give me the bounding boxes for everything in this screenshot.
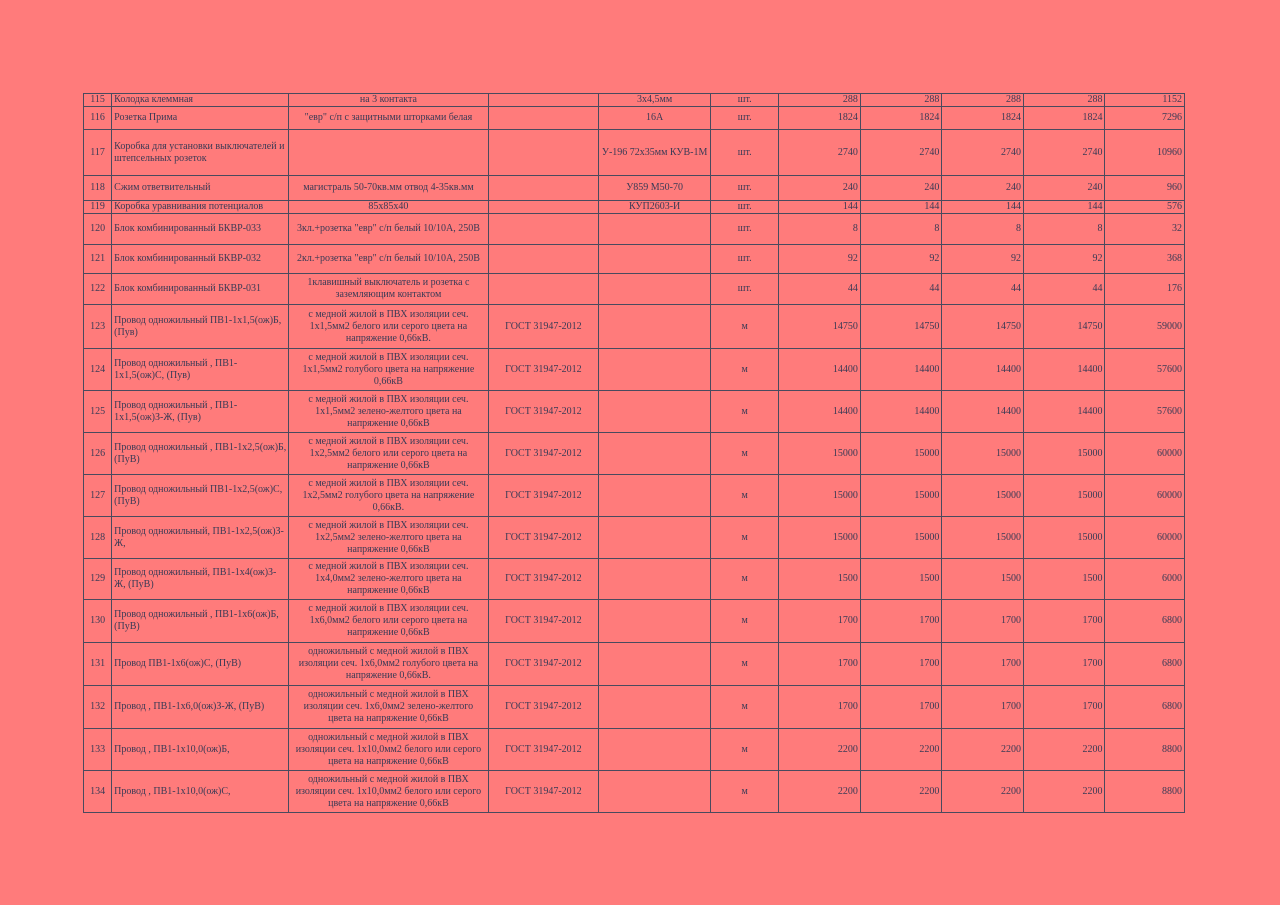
- item-quantity-1: 15000: [779, 475, 861, 517]
- item-total: 6800: [1105, 686, 1185, 729]
- item-quantity-1: 2200: [779, 729, 861, 771]
- item-type: [599, 729, 711, 771]
- table-row: [84, 94, 1185, 107]
- item-quantity-4: 14400: [1023, 349, 1105, 391]
- item-standard: ГОСТ 31947-2012: [488, 729, 599, 771]
- item-quantity-3: 1700: [942, 643, 1024, 686]
- table-row: [84, 274, 1185, 305]
- item-quantity-1: 240: [779, 176, 861, 201]
- item-quantity-3: 2200: [942, 771, 1024, 813]
- item-total: 6000: [1105, 559, 1185, 600]
- item-name: Провод одножильный , ПВ1-1х2,5(ож)Б, (ПуВ): [112, 433, 289, 475]
- table-row: [84, 349, 1185, 391]
- item-type: [599, 600, 711, 643]
- item-quantity-3: 288: [942, 94, 1024, 107]
- item-name: Провод , ПВ1-1х10,0(ож)Б,: [112, 729, 289, 771]
- item-total: 576: [1105, 201, 1185, 214]
- item-unit: м: [710, 729, 778, 771]
- item-name: Провод одножильный ПВ1-1х2,5(ож)С, (ПуВ): [112, 475, 289, 517]
- item-unit: м: [710, 559, 778, 600]
- item-quantity-4: 2740: [1023, 130, 1105, 176]
- item-description: одножильный с медной жилой в ПВХ изоляции сеч. 1х10,0мм2 белого или серого цвета на напряжение 0,66кВ: [289, 729, 488, 771]
- item-quantity-3: 92: [942, 245, 1024, 274]
- item-type: [599, 349, 711, 391]
- item-quantity-2: 1700: [860, 686, 942, 729]
- item-quantity-4: 15000: [1023, 517, 1105, 559]
- item-standard: ГОСТ 31947-2012: [488, 391, 599, 433]
- item-type: [599, 771, 711, 813]
- item-quantity-4: 8: [1023, 214, 1105, 245]
- item-type: У-196 72х35мм КУВ-1М: [599, 130, 711, 176]
- item-name: Провод одножильный ПВ1-1х1,5(ож)Б, (Пув): [112, 305, 289, 349]
- item-quantity-1: 144: [779, 201, 861, 214]
- item-total: 6800: [1105, 643, 1185, 686]
- specification-table: [83, 93, 1185, 813]
- item-description: одножильный с медной жилой в ПВХ изоляции сеч. 1х6,0мм2 голубого цвета на напряжение 0,66кВ.: [289, 643, 488, 686]
- item-unit: шт.: [710, 107, 778, 130]
- item-quantity-3: 8: [942, 214, 1024, 245]
- item-standard: ГОСТ 31947-2012: [488, 559, 599, 600]
- item-quantity-4: 14750: [1023, 305, 1105, 349]
- item-unit: м: [710, 517, 778, 559]
- item-quantity-3: 2200: [942, 729, 1024, 771]
- item-name: Провод одножильный , ПВ1-1х6(ож)Б, (ПуВ): [112, 600, 289, 643]
- item-quantity-3: 15000: [942, 475, 1024, 517]
- item-total: 32: [1105, 214, 1185, 245]
- item-description: одножильный с медной жилой в ПВХ изоляции сеч. 1х6,0мм2 зелено-желтого цвета на напряжение 0,66кВ: [289, 686, 488, 729]
- item-quantity-1: 14400: [779, 349, 861, 391]
- item-quantity-4: 288: [1023, 94, 1105, 107]
- item-quantity-3: 1700: [942, 686, 1024, 729]
- table-row: [84, 643, 1185, 686]
- item-unit: м: [710, 349, 778, 391]
- item-total: 8800: [1105, 771, 1185, 813]
- item-description: с медной жилой в ПВХ изоляции сеч. 1х1,5мм2 белого или серого цвета на напряжение 0,66кВ.: [289, 305, 488, 349]
- item-quantity-4: 14400: [1023, 391, 1105, 433]
- item-description: [289, 130, 488, 176]
- item-unit: шт.: [710, 274, 778, 305]
- item-unit: м: [710, 600, 778, 643]
- item-name: Сжим ответвительный: [112, 176, 289, 201]
- item-standard: ГОСТ 31947-2012: [488, 686, 599, 729]
- row-number: 115: [84, 94, 112, 107]
- item-quantity-2: 14400: [860, 391, 942, 433]
- item-quantity-3: 44: [942, 274, 1024, 305]
- item-quantity-2: 92: [860, 245, 942, 274]
- item-total: 7296: [1105, 107, 1185, 130]
- item-standard: [488, 245, 599, 274]
- item-quantity-1: 1500: [779, 559, 861, 600]
- item-name: Блок комбинированный БКВР-033: [112, 214, 289, 245]
- table-row: [84, 245, 1185, 274]
- item-quantity-1: 15000: [779, 433, 861, 475]
- item-description: с медной жилой в ПВХ изоляции сеч. 1х4,0мм2 зелено-желтого цвета на напряжение 0,66кВ: [289, 559, 488, 600]
- item-type: [599, 274, 711, 305]
- table-row: [84, 130, 1185, 176]
- row-number: 120: [84, 214, 112, 245]
- item-quantity-3: 1824: [942, 107, 1024, 130]
- item-description: 3кл.+розетка "евр" с/п белый 10/10А, 250В: [289, 214, 488, 245]
- item-description: "евр" с/п с защитными шторками белая: [289, 107, 488, 130]
- item-quantity-4: 144: [1023, 201, 1105, 214]
- item-unit: м: [710, 475, 778, 517]
- item-quantity-1: 44: [779, 274, 861, 305]
- item-description: с медной жилой в ПВХ изоляции сеч. 1х2,5мм2 зелено-желтого цвета на напряжение 0,66кВ: [289, 517, 488, 559]
- item-description: магистраль 50-70кв.мм отвод 4-35кв.мм: [289, 176, 488, 201]
- item-quantity-2: 1700: [860, 600, 942, 643]
- item-quantity-2: 15000: [860, 433, 942, 475]
- item-name: Провод , ПВ1-1х6,0(ож)З-Ж, (ПуВ): [112, 686, 289, 729]
- item-type: КУП2603-И: [599, 201, 711, 214]
- item-quantity-1: 2740: [779, 130, 861, 176]
- row-number: 129: [84, 559, 112, 600]
- table-row: [84, 729, 1185, 771]
- item-description: с медной жилой в ПВХ изоляции сеч. 1х2,5мм2 голубого цвета на напряжение 0,66кВ.: [289, 475, 488, 517]
- item-name: Провод одножильный , ПВ1-1х1,5(ож)С, (Пув): [112, 349, 289, 391]
- item-type: [599, 433, 711, 475]
- item-unit: шт.: [710, 201, 778, 214]
- item-description: с медной жилой в ПВХ изоляции сеч. 1х6,0мм2 белого или серого цвета на напряжение 0,66кВ: [289, 600, 488, 643]
- item-name: Провод ПВ1-1х6(ож)С, (ПуВ): [112, 643, 289, 686]
- table-row: [84, 475, 1185, 517]
- table-row: [84, 600, 1185, 643]
- item-unit: шт.: [710, 214, 778, 245]
- table-row: [84, 686, 1185, 729]
- item-total: 57600: [1105, 349, 1185, 391]
- item-quantity-3: 15000: [942, 433, 1024, 475]
- item-quantity-4: 2200: [1023, 729, 1105, 771]
- item-quantity-2: 44: [860, 274, 942, 305]
- item-standard: ГОСТ 31947-2012: [488, 771, 599, 813]
- item-quantity-1: 15000: [779, 517, 861, 559]
- item-quantity-3: 2740: [942, 130, 1024, 176]
- item-standard: [488, 201, 599, 214]
- item-quantity-4: 1824: [1023, 107, 1105, 130]
- item-quantity-2: 15000: [860, 475, 942, 517]
- item-standard: ГОСТ 31947-2012: [488, 475, 599, 517]
- item-type: [599, 559, 711, 600]
- item-unit: м: [710, 433, 778, 475]
- item-quantity-1: 14400: [779, 391, 861, 433]
- item-type: У859 М50-70: [599, 176, 711, 201]
- row-number: 130: [84, 600, 112, 643]
- row-number: 119: [84, 201, 112, 214]
- item-description: с медной жилой в ПВХ изоляции сеч. 1х1,5мм2 зелено-желтого цвета на напряжение 0,66кВ: [289, 391, 488, 433]
- item-name: Розетка Прима: [112, 107, 289, 130]
- item-standard: ГОСТ 31947-2012: [488, 643, 599, 686]
- item-type: [599, 686, 711, 729]
- item-total: 60000: [1105, 433, 1185, 475]
- table-row: [84, 517, 1185, 559]
- row-number: 125: [84, 391, 112, 433]
- item-quantity-4: 15000: [1023, 433, 1105, 475]
- item-description: 85х85х40: [289, 201, 488, 214]
- item-quantity-2: 2740: [860, 130, 942, 176]
- row-number: 134: [84, 771, 112, 813]
- item-quantity-3: 1700: [942, 600, 1024, 643]
- item-quantity-4: 1700: [1023, 600, 1105, 643]
- item-total: 1152: [1105, 94, 1185, 107]
- table-row: [84, 391, 1185, 433]
- item-type: [599, 643, 711, 686]
- table-row: [84, 176, 1185, 201]
- item-quantity-1: 1824: [779, 107, 861, 130]
- item-type: [599, 245, 711, 274]
- item-standard: [488, 274, 599, 305]
- row-number: 118: [84, 176, 112, 201]
- item-unit: м: [710, 771, 778, 813]
- item-unit: шт.: [710, 94, 778, 107]
- item-quantity-2: 14400: [860, 349, 942, 391]
- item-quantity-2: 8: [860, 214, 942, 245]
- row-number: 132: [84, 686, 112, 729]
- item-quantity-2: 1824: [860, 107, 942, 130]
- row-number: 121: [84, 245, 112, 274]
- item-quantity-2: 288: [860, 94, 942, 107]
- item-quantity-3: 240: [942, 176, 1024, 201]
- item-quantity-1: 92: [779, 245, 861, 274]
- item-unit: м: [710, 305, 778, 349]
- item-quantity-4: 1500: [1023, 559, 1105, 600]
- item-quantity-1: 1700: [779, 686, 861, 729]
- table-row: [84, 214, 1185, 245]
- table-row: [84, 559, 1185, 600]
- item-unit: шт.: [710, 245, 778, 274]
- item-quantity-3: 14400: [942, 349, 1024, 391]
- item-standard: [488, 130, 599, 176]
- item-quantity-2: 144: [860, 201, 942, 214]
- row-number: 133: [84, 729, 112, 771]
- item-quantity-1: 14750: [779, 305, 861, 349]
- item-quantity-3: 15000: [942, 517, 1024, 559]
- item-quantity-4: 15000: [1023, 475, 1105, 517]
- item-standard: [488, 107, 599, 130]
- table-body: [84, 94, 1185, 813]
- item-quantity-1: 1700: [779, 643, 861, 686]
- item-quantity-3: 14750: [942, 305, 1024, 349]
- item-name: Провод одножильный, ПВ1-1х4(ож)З-Ж, (ПуВ): [112, 559, 289, 600]
- item-type: [599, 475, 711, 517]
- item-quantity-1: 288: [779, 94, 861, 107]
- item-type: [599, 517, 711, 559]
- row-number: 126: [84, 433, 112, 475]
- item-type: [599, 305, 711, 349]
- row-number: 124: [84, 349, 112, 391]
- item-quantity-3: 14400: [942, 391, 1024, 433]
- item-name: Коробка для установки выключателей и штепсельных розеток: [112, 130, 289, 176]
- item-quantity-2: 1500: [860, 559, 942, 600]
- item-standard: ГОСТ 31947-2012: [488, 305, 599, 349]
- item-name: Коробка уравнивания потенциалов: [112, 201, 289, 214]
- table-row: [84, 771, 1185, 813]
- item-name: Провод одножильный, ПВ1-1х2,5(ож)З-Ж,: [112, 517, 289, 559]
- row-number: 131: [84, 643, 112, 686]
- row-number: 127: [84, 475, 112, 517]
- item-description: на 3 контакта: [289, 94, 488, 107]
- row-number: 117: [84, 130, 112, 176]
- item-total: 368: [1105, 245, 1185, 274]
- item-name: Провод одножильный , ПВ1-1х1,5(ож)З-Ж, (Пув): [112, 391, 289, 433]
- item-standard: ГОСТ 31947-2012: [488, 517, 599, 559]
- item-quantity-2: 14750: [860, 305, 942, 349]
- item-total: 57600: [1105, 391, 1185, 433]
- item-unit: м: [710, 391, 778, 433]
- item-unit: шт.: [710, 130, 778, 176]
- item-standard: ГОСТ 31947-2012: [488, 433, 599, 475]
- item-total: 60000: [1105, 475, 1185, 517]
- table-row: [84, 201, 1185, 214]
- item-unit: шт.: [710, 176, 778, 201]
- row-number: 122: [84, 274, 112, 305]
- item-quantity-4: 2200: [1023, 771, 1105, 813]
- item-standard: ГОСТ 31947-2012: [488, 349, 599, 391]
- item-total: 59000: [1105, 305, 1185, 349]
- item-total: 8800: [1105, 729, 1185, 771]
- item-description: одножильный с медной жилой в ПВХ изоляции сеч. 1х10,0мм2 белого или серого цвета на напряжение 0,66кВ: [289, 771, 488, 813]
- item-description: с медной жилой в ПВХ изоляции сеч. 1х2,5мм2 белого или серого цвета на напряжение 0,66кВ: [289, 433, 488, 475]
- item-quantity-4: 92: [1023, 245, 1105, 274]
- item-quantity-1: 8: [779, 214, 861, 245]
- item-quantity-2: 2200: [860, 729, 942, 771]
- item-unit: м: [710, 643, 778, 686]
- item-name: Колодка клеммная: [112, 94, 289, 107]
- item-type: [599, 214, 711, 245]
- item-quantity-2: 240: [860, 176, 942, 201]
- item-standard: [488, 176, 599, 201]
- item-name: Провод , ПВ1-1х10,0(ож)С,: [112, 771, 289, 813]
- item-type: 16А: [599, 107, 711, 130]
- table-row: [84, 107, 1185, 130]
- item-quantity-3: 144: [942, 201, 1024, 214]
- item-type: [599, 391, 711, 433]
- item-quantity-4: 240: [1023, 176, 1105, 201]
- item-name: Блок комбинированный БКВР-032: [112, 245, 289, 274]
- item-total: 960: [1105, 176, 1185, 201]
- item-total: 6800: [1105, 600, 1185, 643]
- row-number: 128: [84, 517, 112, 559]
- item-standard: [488, 214, 599, 245]
- item-total: 176: [1105, 274, 1185, 305]
- item-quantity-3: 1500: [942, 559, 1024, 600]
- item-quantity-1: 1700: [779, 600, 861, 643]
- item-quantity-2: 1700: [860, 643, 942, 686]
- table-row: [84, 433, 1185, 475]
- item-quantity-2: 15000: [860, 517, 942, 559]
- item-quantity-1: 2200: [779, 771, 861, 813]
- item-description: 2кл.+розетка "евр" с/п белый 10/10А, 250В: [289, 245, 488, 274]
- item-quantity-4: 1700: [1023, 686, 1105, 729]
- item-name: Блок комбинированный БКВР-031: [112, 274, 289, 305]
- item-total: 60000: [1105, 517, 1185, 559]
- item-quantity-4: 44: [1023, 274, 1105, 305]
- table-row: [84, 305, 1185, 349]
- item-quantity-2: 2200: [860, 771, 942, 813]
- item-total: 10960: [1105, 130, 1185, 176]
- item-description: с медной жилой в ПВХ изоляции сеч. 1х1,5мм2 голубого цвета на напряжение 0,66кВ: [289, 349, 488, 391]
- item-standard: ГОСТ 31947-2012: [488, 600, 599, 643]
- item-quantity-4: 1700: [1023, 643, 1105, 686]
- item-unit: м: [710, 686, 778, 729]
- item-description: 1клавишный выключатель и розетка с заземляющим контактом: [289, 274, 488, 305]
- item-standard: [488, 94, 599, 107]
- row-number: 116: [84, 107, 112, 130]
- item-type: 3х4,5мм: [599, 94, 711, 107]
- row-number: 123: [84, 305, 112, 349]
